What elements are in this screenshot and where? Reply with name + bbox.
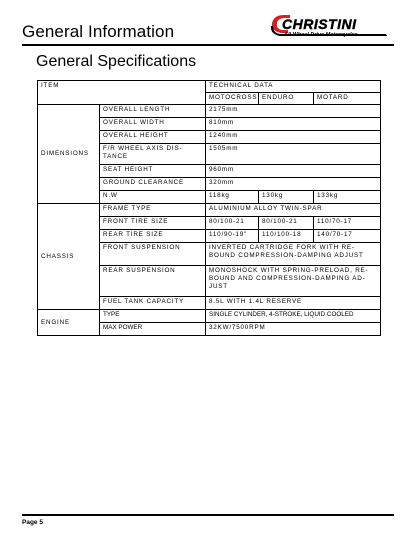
table-header-row [38,81,381,93]
row-label: TYPE [100,310,206,323]
specifications-table [37,80,381,336]
header-rule [22,44,394,46]
christini-logo [268,12,390,42]
row-label: SEAT HEIGHT [100,165,206,178]
row-value: 320mm [206,178,381,191]
row-value: 1240mm [206,131,381,144]
row-label: FUEL TANK CAPACITY [100,297,206,310]
dimensions-category: DIMENSIONS [38,105,100,204]
row-value: 8.5L WITH 1.4L RESERVE [206,297,381,310]
row-label: MAX POWER [100,323,206,336]
row-label: N.W [100,191,206,204]
row-label: FRAME TYPE [100,204,206,217]
row-label: FRONT TIRE SIZE [100,217,206,230]
technical-data-header: TECHNICAL DATA [206,81,381,93]
footer-rule [22,514,394,516]
table-row [38,105,381,118]
row-value: 960mm [206,165,381,178]
motocross-value: 110/90-19" [206,230,259,243]
enduro-header: ENDURO [259,93,314,105]
header-title: General Information [22,22,175,41]
section-title: General Specifications [36,53,197,70]
table-row [38,310,381,323]
row-label: OVERALL LENGTH [100,105,206,118]
row-value: 2175mm [206,105,381,118]
row-value: ALUMINIUM ALLOY TWIN-SPAR [206,204,381,217]
row-label: OVERALL WIDTH [100,118,206,131]
motard-value: 140/70-17 [314,230,381,243]
logo-wordmark: CHRISTINI [282,16,357,32]
chassis-category: CHASSIS [38,204,100,310]
motocross-value: 118kg [206,191,259,204]
row-value: MONOSHOCK WITH SPRING-PRELOAD, RE-BOUND AND COMPRESSION-DAMPING AD-JUST [206,266,381,297]
motard-value: 133kg [314,191,381,204]
enduro-value: 80/100-21 [259,217,314,230]
motocross-header: MOTOCROSS [206,93,259,105]
row-value: INVERTED CARTRIDGE FORK WITH RE-BOUND COMPRESSION-DAMPING ADJUST [206,243,381,266]
logo-tagline: All Wheel Drive Motorcycles [284,32,358,38]
row-label: F/R WHEEL AXIS DIS-TANCE [100,144,206,165]
row-value: 1505mm [206,144,381,165]
row-value: 810mm [206,118,381,131]
motard-value: 110/70-17 [314,217,381,230]
motocross-value: 80/100-21 [206,217,259,230]
row-label: FRONT SUSPENSION [100,243,206,266]
page-number: Page 5 [22,519,43,526]
row-label: REAR SUSPENSION [100,266,206,297]
table-row [38,204,381,217]
row-value: 32KW/7500RPM [206,323,381,336]
motard-header: MOTARD [314,93,381,105]
enduro-value: 130kg [259,191,314,204]
row-value: SINGLE CYLINDER, 4-STROKE, LIQUID COOLED [206,310,381,323]
row-label: OVERALL HEIGHT [100,131,206,144]
row-label: GROUND CLEARANCE [100,178,206,191]
engine-category: ENGINE [38,310,100,336]
row-label: REAR TIRE SIZE [100,230,206,243]
item-header: ITEM [38,81,206,105]
enduro-value: 110/100-18 [259,230,314,243]
